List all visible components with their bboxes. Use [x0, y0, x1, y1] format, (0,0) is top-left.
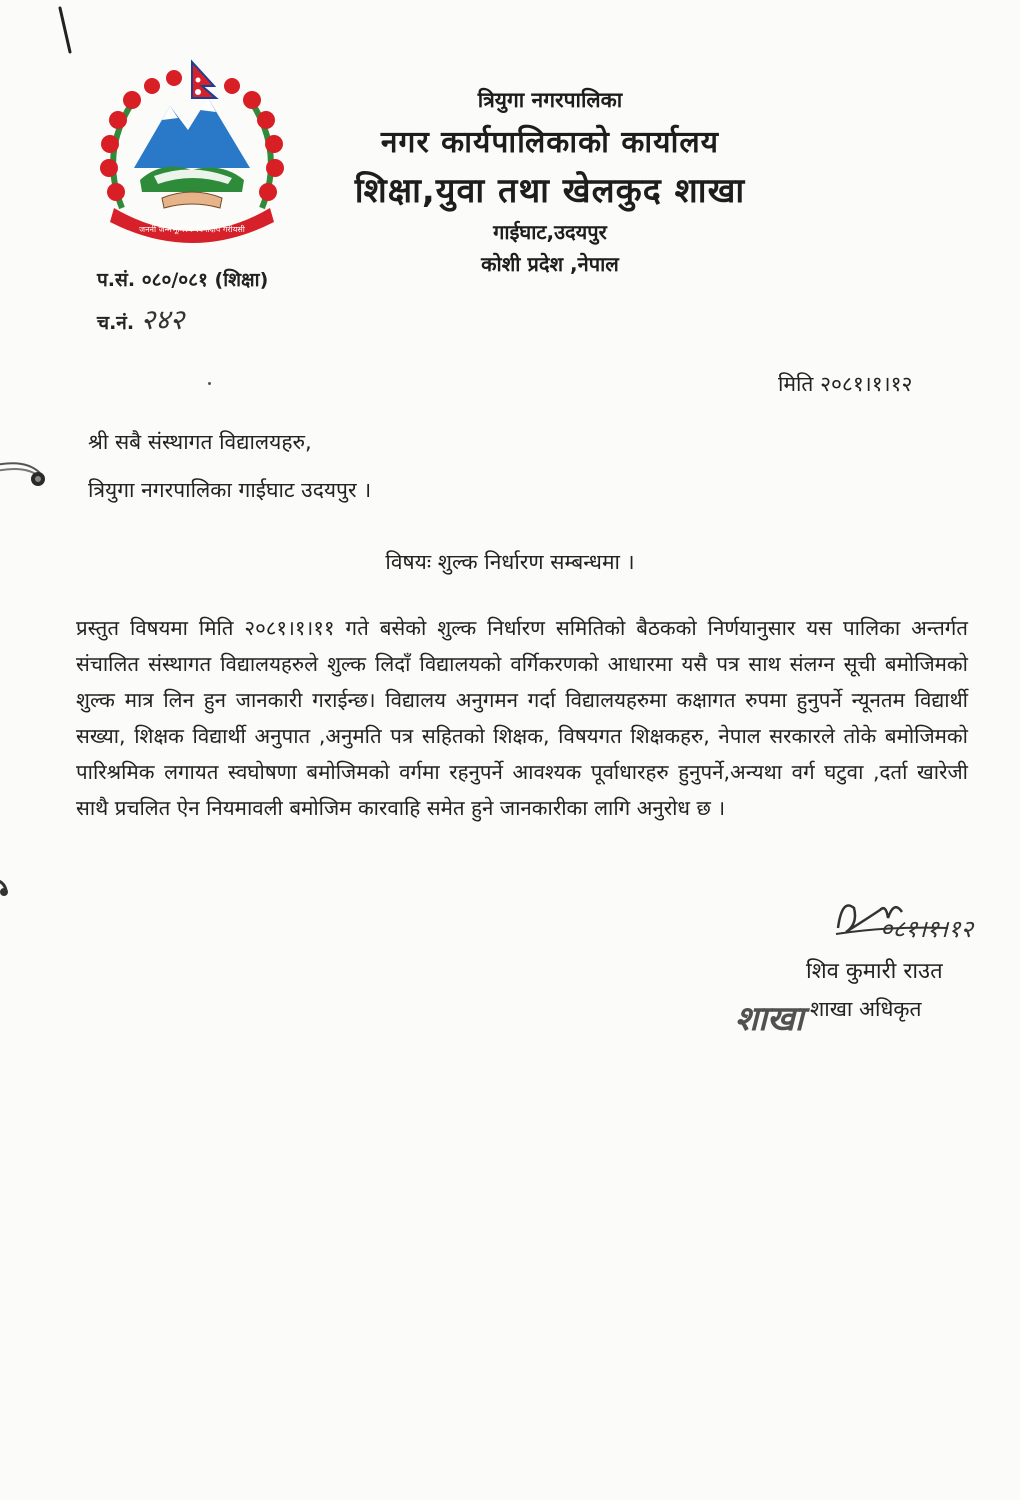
letter-reference-number [97, 266, 268, 292]
ps-label: प.सं. [97, 269, 136, 291]
binder-clip-mark [0, 872, 56, 912]
flag-of-nepal [192, 62, 216, 98]
recipient-line-2: त्रियुगा नगरपालिका गाईघाट उदयपुर । [88, 478, 372, 502]
cn-label: च.नं. [97, 312, 135, 334]
letter-subject: विषयः शुल्क निर्धारण सम्बन्धमा । [385, 550, 635, 574]
signatory-name: शिव कुमारी राउत [806, 959, 943, 984]
province-country: कोशी प्रदेश ,नेपाल [481, 252, 619, 276]
municipality-name: त्रियुगा नगरपालिका [477, 88, 623, 112]
signatory-title: शाखा अधिकृत [810, 997, 922, 1021]
letter-date: मिति २०८१।१।१२ [778, 372, 913, 396]
ps-value: ०८०/०८१ (शिक्षा) [141, 269, 269, 291]
letter-body: प्रस्तुत विषयमा मिति २०८१।१।११ गते बसेको शुल्क निर्धारण समितिको बैठकको निर्णयानुसार यस पालिका अन्तर्गत संचालित संस्थागत विद्यालयहरुले शुल्क लिदाँ विद्यालयको वर्गिकरणको आधारमा यसै पत्र साथ संलग्न सूची बमोजिमको शुल्क मात्र लिन हुन जानकारी गराईन्छ। विद्यालय अनुगमन गर्दा विद्यालयहरुमा कक्षागत रुपमा हुनुपर्ने न्यूनतम विद्यार्थी सख्या, शिक्षक विद्यार्थी अनुपात ,अनुमति पत्र सहितको शिक्षक, विषयगत शिक्षकहरु, नेपाल सरकारले तोके बमोजिमको पारिश्रमिक लगायत स्वघोषणा बमोजिमको वर्गमा रहनुपर्ने आवश्यक पूर्वाधारहरु हुनुपर्ने,अन्यथा वर्ग घटुवा ,दर्ता खारेजी साथै प्रचलित ऐन नियमावली बमोजिम कारवाहि समेत हुने जानकारीका लागि अनुरोध छ । [76, 616, 968, 820]
office-stamp: शाखा [735, 999, 804, 1039]
office-address: गाईघाट,उदयपुर [493, 220, 607, 244]
dispatch-number [97, 300, 184, 338]
mountain-shape [134, 98, 250, 168]
stray-dot [208, 382, 211, 385]
recipient-line-1: श्री सबै संस्थागत विद्यालयहरु, [88, 430, 312, 454]
office-name: नगर कार्यपालिकाको कार्यालय [380, 125, 720, 160]
cn-value-handwritten: २४२ [140, 303, 185, 336]
handshake-icon [162, 192, 222, 208]
svg-text:जननी जन्मभूमिश्च स्वर्गादपि गर: जननी जन्मभूमिश्च स्वर्गादपि गरीयसी [139, 225, 245, 234]
nepal-emblem-logo [92, 58, 292, 243]
signature-date-handwritten: ०८१।१।१२ [880, 915, 974, 943]
binder-clip-mark [0, 455, 56, 495]
section-name: शिक्षा,युवा तथा खेलकुद शाखा [354, 171, 746, 211]
pen-mark [58, 6, 78, 56]
